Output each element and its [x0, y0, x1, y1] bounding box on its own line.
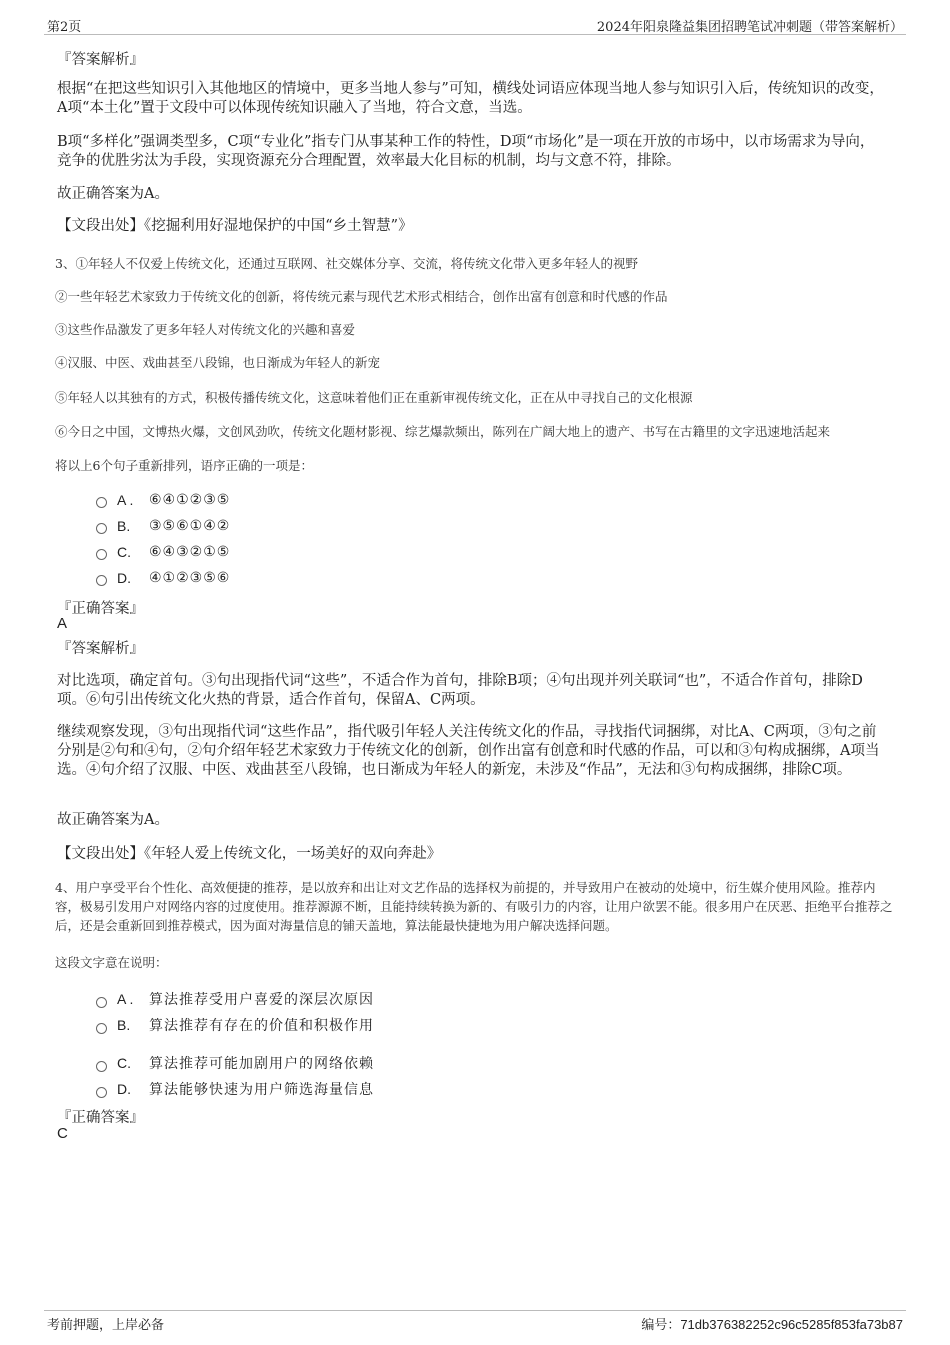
option-letter: A .	[117, 991, 134, 1007]
question-sentence: 3、①年轻人不仅爱上传统文化，还通过互联网、社交媒体分享、交流，将传统文化带入更多年轻人的视野	[55, 256, 638, 271]
question-sentence: ②一些年轻艺术家致力于传统文化的创新，将传统元素与现代艺术形式相结合，创作出富有创意和时代感的作品	[55, 289, 668, 304]
page-number: 第2页	[47, 20, 82, 35]
option-text: ⑥④①②③⑤	[149, 491, 231, 508]
analysis-conclusion: 故正确答案为A。	[57, 812, 169, 828]
analysis-conclusion: 故正确答案为A。	[57, 186, 169, 202]
correct-answer: A	[57, 615, 68, 632]
option-a[interactable]	[96, 491, 230, 508]
radio-button[interactable]	[96, 497, 107, 508]
option-letter: C.	[117, 1055, 131, 1071]
question-sentence: ③这些作品激发了更多年轻人对传统文化的兴趣和喜爱	[55, 322, 356, 337]
option-text: ④①②③⑤⑥	[149, 569, 231, 586]
analysis-label: 『答案解析』	[57, 641, 144, 657]
option-text: 算法推荐可能加剧用户的网络依赖	[149, 1056, 374, 1072]
question-sentence: ⑤年轻人以其独有的方式，积极传播传统文化，这意味着他们正在重新审视传统文化，正在从中寻找自己的文化根源	[55, 390, 693, 405]
option-letter: B.	[117, 517, 131, 534]
question-prompt: 这段文字意在说明：	[55, 955, 168, 970]
question-sentence: ④汉服、中医、戏曲甚至八段锦，也日渐成为年轻人的新宠	[55, 355, 381, 370]
radio-button[interactable]	[96, 575, 107, 586]
question-prompt: 将以上6个句子重新排列，语序正确的一项是：	[55, 458, 313, 473]
code-value: 71db376382252c96c5285f853fa73b87	[680, 1317, 903, 1332]
option-c[interactable]	[96, 1053, 374, 1073]
radio-button[interactable]	[96, 1087, 107, 1098]
option-letter: D.	[117, 569, 131, 586]
analysis-paragraph: B项“多样化”强调类型多，C项“专业化”指专门从事某种工作的特性，D项“市场化”是一项在开放的市场中，以市场需求为导向，竞争的优胜劣汰为手段，实现资源充分合理配置，效率最大化目标的机制，均与文意不符，排除。	[57, 134, 875, 169]
option-text: 算法推荐受用户喜爱的深层次原因	[149, 992, 374, 1008]
option-b[interactable]	[96, 1015, 374, 1035]
document-code	[641, 1314, 903, 1333]
source-note: 【文段出处】《挖掘利用好湿地保护的中国“乡土智慧”》	[57, 218, 413, 234]
radio-button[interactable]	[96, 549, 107, 560]
code-label: 编号：	[641, 1318, 681, 1333]
option-d[interactable]	[96, 569, 230, 586]
source-note: 【文段出处】《年轻人爱上传统文化，一场美好的双向奔赴》	[57, 846, 442, 862]
footer-slogan: 考前押题，上岸必备	[47, 1318, 165, 1333]
option-text: 算法推荐有存在的价值和积极作用	[149, 1018, 374, 1034]
option-c[interactable]	[96, 543, 230, 560]
option-letter: D.	[117, 1081, 131, 1097]
radio-button[interactable]	[96, 997, 107, 1008]
option-text: 算法能够快速为用户筛选海量信息	[149, 1082, 374, 1098]
correct-answer: C	[57, 1125, 68, 1142]
analysis-paragraph: 根据“在把这些知识引入其他地区的情境中，更多当地人参与”可知，横线处词语应体现当地人参与知识引入后，传统知识的改变，A项“本土化”置于文段中可以体现传统知识融入了当地，符合文意，当选。	[57, 81, 884, 116]
radio-button[interactable]	[96, 1023, 107, 1034]
footer-divider	[44, 1310, 906, 1311]
option-b[interactable]	[96, 517, 230, 534]
option-letter: C.	[117, 543, 131, 560]
analysis-paragraph: 继续观察发现，③句出现指代词“这些作品”，指代吸引年轻人关注传统文化的作品，寻找指代词捆绑，对比A、C两项，③句之前分别是②句和④句，②句介绍年轻艺术家致力于传统文化的创新，创作出富有创意和时代感的作品，可以和③句构成捆绑，A项当选。④句介绍了汉服、中医、戏曲甚至八段锦，也日渐成为年轻人的新宠，未涉及“作品”，无法和③句构成捆绑，排除C项。	[57, 724, 880, 778]
option-letter: B.	[117, 1017, 131, 1033]
analysis-label: 『答案解析』	[57, 52, 144, 68]
question-sentence: ⑥今日之中国，文博热火爆，文创风劲吹，传统文化题材影视、综艺爆款频出，陈列在广阔大地上的遗产、书写在古籍里的文字迅速地活起来	[55, 424, 831, 439]
option-letter: A .	[117, 491, 134, 508]
header-divider	[44, 34, 906, 35]
question-stem: 4、用户享受平台个性化、高效便捷的推荐，是以放弃和出让对文艺作品的选择权为前提的，并导致用户在被动的处境中，衍生媒介使用风险。推荐内容，极易引发用户对网络内容的过度使用。推荐源源不断，且能持续转换为新的、有吸引力的内容，让用户欲罢不能。很多用户在厌恶、拒绝平台推荐之后，还是会重新回到推荐模式，因为面对海量信息的铺天盖地，算法能最快捷地为用户解决选择问题。	[55, 880, 893, 933]
radio-button[interactable]	[96, 1061, 107, 1072]
option-text: ③⑤⑥①④②	[149, 517, 231, 534]
option-text: ⑥④③②①⑤	[149, 543, 231, 560]
option-d[interactable]	[96, 1079, 374, 1099]
analysis-paragraph: 对比选项，确定首句。③句出现指代词“这些”，不适合作为首句，排除B项；④句出现并列关联词“也”，不适合作首句，排除D项。⑥句引出传统文化火热的背景，适合作首句，保留A、C两项。	[57, 673, 863, 708]
document-title: 2024年阳泉隆益集团招聘笔试冲刺题（带答案解析）	[596, 20, 903, 35]
correct-answer-label: 『正确答案』	[57, 601, 144, 617]
radio-button[interactable]	[96, 523, 107, 534]
option-a[interactable]	[96, 989, 374, 1009]
correct-answer-label: 『正确答案』	[57, 1110, 144, 1126]
